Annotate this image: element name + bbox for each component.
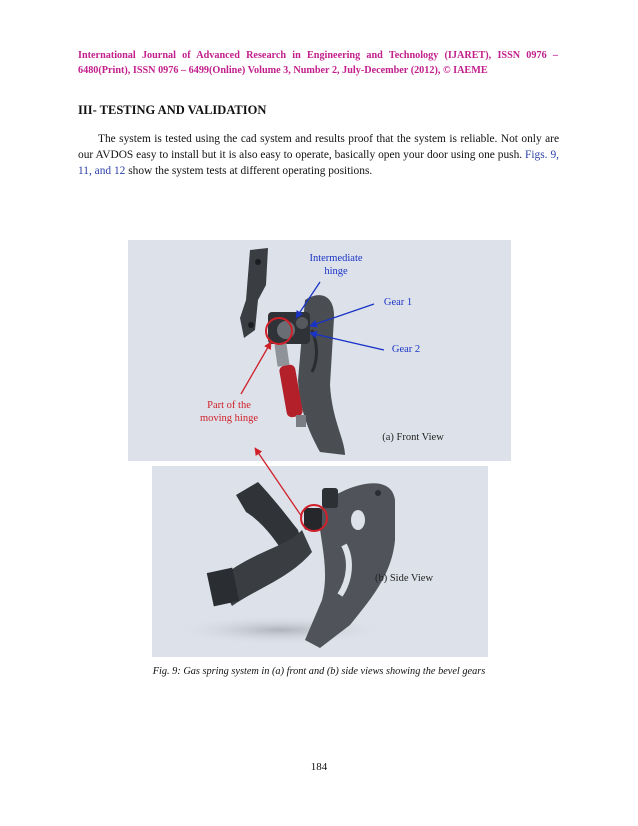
page-number: 184 xyxy=(310,761,328,773)
label-line: Part of the xyxy=(207,400,251,411)
side-view-shadow xyxy=(170,615,390,645)
label-line: Intermediate xyxy=(309,253,363,264)
moving-hinge-arrow-front xyxy=(241,342,271,394)
paragraph-text-end: show the system tests at different operating positions. xyxy=(125,165,373,177)
intermediate-hinge-label xyxy=(300,253,372,278)
side-view-label: (b) Side View xyxy=(374,573,434,584)
side-plate-cutout xyxy=(351,510,365,530)
front-upper-bracket xyxy=(240,248,268,338)
label-line: hinge xyxy=(324,265,348,277)
front-view-label: (a) Front View xyxy=(382,432,444,443)
figure-caption: Fig. 9: Gas spring system in (a) front and (b) side views showing the bevel gears xyxy=(152,666,486,677)
gear2-label: Gear 2 xyxy=(391,344,421,355)
label-line: moving hinge xyxy=(199,412,259,424)
front-bracket-hole xyxy=(248,322,254,328)
journal-header: International Journal of Advanced Research in Engineering and Technology (IJARET), ISSN 0976 – 6480(Print), ISSN 0976 – 6499(Online) Volume 3, Number 2, July-December (2012), © IAEME xyxy=(78,50,558,76)
side-view-mechanism xyxy=(170,482,395,648)
gear1-label: Gear 1 xyxy=(383,297,413,308)
front-spring-rod xyxy=(275,343,290,366)
front-spring-end xyxy=(296,415,306,427)
paragraph-text-start: The system is tested using the cad system and results proof that the system is reliable. Not only are our AVDOS easy to install but it is also easy to operate, basically open your door using one push. xyxy=(78,133,559,161)
side-plate-hole xyxy=(375,490,381,496)
front-bracket-hole xyxy=(255,259,261,265)
moving-hinge-label xyxy=(193,400,265,425)
side-hinge-block xyxy=(304,508,322,530)
front-gear-teeth xyxy=(296,317,308,329)
side-gear-block xyxy=(322,488,338,508)
figure-reference-link[interactable]: Figs. 9, 11, and 12 xyxy=(78,149,559,177)
section-title: III- TESTING AND VALIDATION xyxy=(78,103,267,117)
